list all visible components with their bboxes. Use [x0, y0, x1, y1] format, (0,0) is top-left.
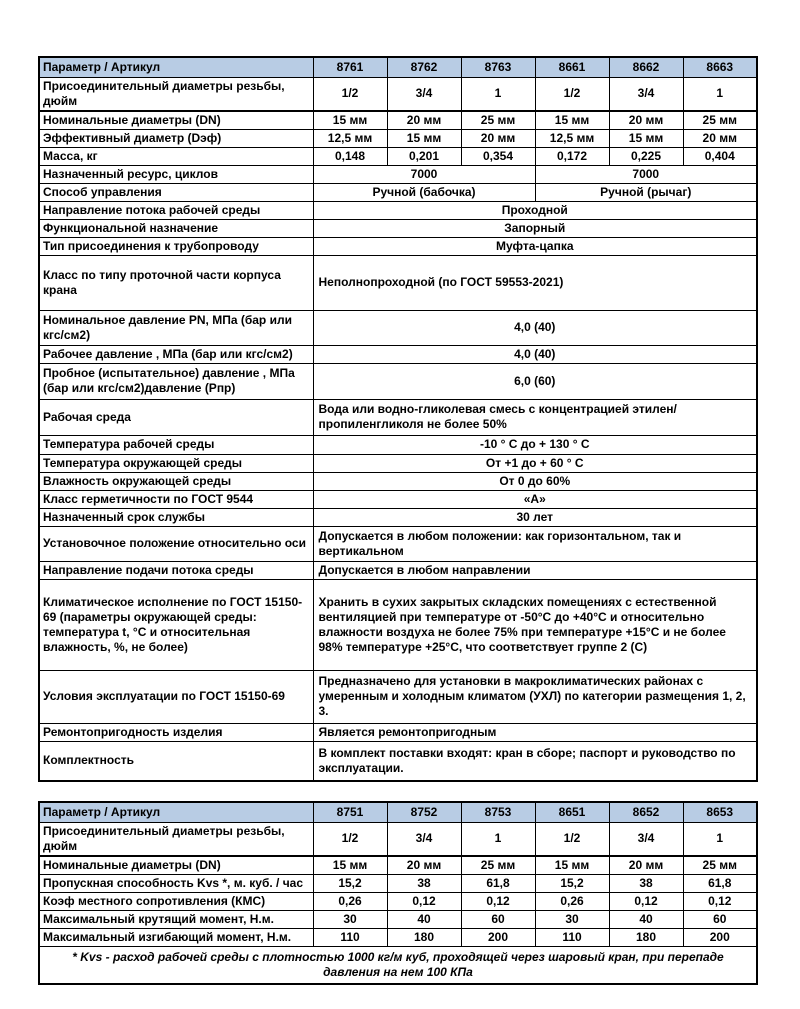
- table-row: [39, 219, 757, 237]
- param-label: Номинальные диаметры (DN): [39, 111, 313, 130]
- value-cell: 25 мм: [683, 856, 757, 875]
- value-cell: 0,172: [535, 147, 609, 165]
- value-cell: 3/4: [609, 77, 683, 111]
- param-label: Присоединительный диаметры резьбы, дюйм: [39, 822, 313, 856]
- param-label: Рабочая среда: [39, 399, 313, 435]
- table-header-label: Параметр / Артикул: [39, 802, 313, 822]
- param-label: Установочное положение относительно оси: [39, 526, 313, 561]
- value-cell: 3/4: [387, 77, 461, 111]
- value-cell: 15,2: [313, 874, 387, 892]
- value-cell: 0,12: [683, 892, 757, 910]
- param-label: Тип присоединения к трубопроводу: [39, 237, 313, 255]
- table-row: [39, 508, 757, 526]
- value-cell: 61,8: [461, 874, 535, 892]
- table-row: [39, 183, 757, 201]
- param-label: Направление потока рабочей среды: [39, 201, 313, 219]
- article-number: 8761: [313, 57, 387, 77]
- value-cell: 25 мм: [683, 111, 757, 130]
- article-number: 8663: [683, 57, 757, 77]
- article-number: 8751: [313, 802, 387, 822]
- param-label: Максимальный крутящий момент, Н.м.: [39, 910, 313, 928]
- table-row: [39, 255, 757, 310]
- value-cell: 30: [535, 910, 609, 928]
- value-cell: 1: [461, 77, 535, 111]
- table-row: [39, 147, 757, 165]
- table-row: [39, 129, 757, 147]
- table-row: [39, 561, 757, 579]
- value-cell: Допускается в любом направлении: [313, 561, 757, 579]
- table-row: [39, 165, 757, 183]
- table-row: [39, 111, 757, 130]
- value-cell: 7000: [535, 165, 757, 183]
- param-label: Класс герметичности по ГОСТ 9544: [39, 490, 313, 508]
- table-row: [39, 579, 757, 670]
- value-cell: -10 ° С до + 130 ° С: [313, 435, 757, 454]
- value-cell: 4,0 (40): [313, 345, 757, 363]
- param-label: Функциональной назначение: [39, 219, 313, 237]
- table-row: [39, 77, 757, 111]
- table-row: [39, 946, 757, 984]
- value-cell: 20 мм: [609, 856, 683, 875]
- value-cell: 20 мм: [609, 111, 683, 130]
- value-cell: 0,225: [609, 147, 683, 165]
- value-cell: Является ремонтопригодным: [313, 723, 757, 741]
- value-cell: 12,5 мм: [313, 129, 387, 147]
- value-cell: 40: [387, 910, 461, 928]
- table-row: [39, 822, 757, 856]
- value-cell: Ручной (бабочка): [313, 183, 535, 201]
- value-cell: 60: [683, 910, 757, 928]
- value-cell: 20 мм: [683, 129, 757, 147]
- value-cell: 15 мм: [387, 129, 461, 147]
- table-row: [39, 928, 757, 946]
- table-row: [39, 741, 757, 781]
- param-label: Присоединительный диаметры резьбы, дюйм: [39, 77, 313, 111]
- value-cell: В комплект поставки входят: кран в сборе; паспорт и руководство по эксплуатации.: [313, 741, 757, 781]
- table-row: [39, 802, 757, 822]
- value-cell: 0,148: [313, 147, 387, 165]
- table-row: [39, 670, 757, 723]
- table-row: [39, 490, 757, 508]
- value-cell: 25 мм: [461, 111, 535, 130]
- value-cell: 1/2: [535, 77, 609, 111]
- value-cell: 180: [609, 928, 683, 946]
- table-row: [39, 723, 757, 741]
- value-cell: 200: [683, 928, 757, 946]
- param-label: Назначенный срок службы: [39, 508, 313, 526]
- value-cell: От +1 до + 60 ° С: [313, 454, 757, 472]
- table-row: [39, 345, 757, 363]
- value-cell: 200: [461, 928, 535, 946]
- value-cell: 1: [683, 77, 757, 111]
- value-cell: Допускается в любом положении: как горизонтальном, так и вертикальном: [313, 526, 757, 561]
- param-label: Пробное (испытательное) давление , МПа (бар или кгс/см2)давление (Pпр): [39, 363, 313, 399]
- value-cell: Проходной: [313, 201, 757, 219]
- value-cell: 15 мм: [535, 856, 609, 875]
- value-cell: Муфта-цапка: [313, 237, 757, 255]
- param-label: Направление подачи потока среды: [39, 561, 313, 579]
- value-cell: 15,2: [535, 874, 609, 892]
- param-label: Климатическое исполнение по ГОСТ 15150-69 (параметры окружающей среды: температура t, °С и относительная влажность, %, не более): [39, 579, 313, 670]
- param-label: Условия эксплуатации по ГОСТ 15150-69: [39, 670, 313, 723]
- value-cell: 15 мм: [535, 111, 609, 130]
- value-cell: 38: [387, 874, 461, 892]
- table-row: [39, 237, 757, 255]
- article-number: 8652: [609, 802, 683, 822]
- table-row: [39, 454, 757, 472]
- value-cell: 110: [313, 928, 387, 946]
- article-number: 8651: [535, 802, 609, 822]
- value-cell: 0,12: [387, 892, 461, 910]
- param-label: Масса, кг: [39, 147, 313, 165]
- value-cell: 0,26: [313, 892, 387, 910]
- spec-table-main: [38, 56, 758, 782]
- article-number: 8662: [609, 57, 683, 77]
- value-cell: 1/2: [313, 77, 387, 111]
- value-cell: 1: [461, 822, 535, 856]
- value-cell: 6,0 (60): [313, 363, 757, 399]
- value-cell: 60: [461, 910, 535, 928]
- value-cell: 12,5 мм: [535, 129, 609, 147]
- value-cell: 15 мм: [313, 111, 387, 130]
- param-label: Способ управления: [39, 183, 313, 201]
- table-row: [39, 526, 757, 561]
- article-number: 8752: [387, 802, 461, 822]
- value-cell: 15 мм: [609, 129, 683, 147]
- value-cell: 4,0 (40): [313, 310, 757, 345]
- param-label: Влажность окружающей среды: [39, 472, 313, 490]
- table-row: [39, 363, 757, 399]
- value-cell: Ручной (рычаг): [535, 183, 757, 201]
- value-cell: 20 мм: [387, 111, 461, 130]
- table-row: [39, 856, 757, 875]
- table-row: [39, 435, 757, 454]
- param-label: Класс по типу проточной части корпуса крана: [39, 255, 313, 310]
- value-cell: 0,201: [387, 147, 461, 165]
- table-row: [39, 910, 757, 928]
- value-cell: 0,404: [683, 147, 757, 165]
- value-cell: 7000: [313, 165, 535, 183]
- value-cell: 25 мм: [461, 856, 535, 875]
- value-cell: 1/2: [313, 822, 387, 856]
- param-label: Комплектность: [39, 741, 313, 781]
- table-row: [39, 472, 757, 490]
- param-label: Ремонтопригодность изделия: [39, 723, 313, 741]
- value-cell: Хранить в сухих закрытых складских помещениях с естественной вентиляцией при температуре от -50°С до +40°С и относительно влажности воздуха не более 75% при температуре +15°С и не более 98% температуре +25°С, что соответствует группе 2 (С): [313, 579, 757, 670]
- value-cell: 40: [609, 910, 683, 928]
- param-label: Эффективный диаметр (Dэф): [39, 129, 313, 147]
- param-label: Температура рабочей среды: [39, 435, 313, 454]
- table-footnote: * Kvs - расход рабочей среды с плотностью 1000 кг/м куб, проходящей через шаровый кран, при перепаде давления на нем 100 КПа: [39, 946, 757, 984]
- table-row: [39, 874, 757, 892]
- article-number: 8763: [461, 57, 535, 77]
- article-number: 8762: [387, 57, 461, 77]
- value-cell: 0,12: [609, 892, 683, 910]
- spec-table-hydraulic: [38, 801, 758, 985]
- value-cell: 110: [535, 928, 609, 946]
- param-label: Номинальное давление PN, МПа (бар или кгс/см2): [39, 310, 313, 345]
- param-label: Рабочее давление , МПа (бар или кгс/см2): [39, 345, 313, 363]
- table-row: [39, 892, 757, 910]
- value-cell: «А»: [313, 490, 757, 508]
- table-header-label: Параметр / Артикул: [39, 57, 313, 77]
- param-label: Температура окружающей среды: [39, 454, 313, 472]
- value-cell: От 0 до 60%: [313, 472, 757, 490]
- article-number: 8661: [535, 57, 609, 77]
- table-row: [39, 57, 757, 77]
- value-cell: 0,26: [535, 892, 609, 910]
- value-cell: Предназначено для установки в макроклиматических районах с умеренным и холодным климатом (УХЛ) по категории размещения 1, 2, 3.: [313, 670, 757, 723]
- param-label: Пропускная способность Kvs *, м. куб. / час: [39, 874, 313, 892]
- value-cell: Вода или водно-гликолевая смесь с концентрацией этилен/пропиленгликоля не более 50%: [313, 399, 757, 435]
- value-cell: 0,12: [461, 892, 535, 910]
- param-label: Максимальный изгибающий момент, Н.м.: [39, 928, 313, 946]
- value-cell: 30 лет: [313, 508, 757, 526]
- value-cell: Запорный: [313, 219, 757, 237]
- value-cell: Неполнопроходной (по ГОСТ 59553-2021): [313, 255, 757, 310]
- value-cell: 1/2: [535, 822, 609, 856]
- value-cell: 61,8: [683, 874, 757, 892]
- value-cell: 0,354: [461, 147, 535, 165]
- table-row: [39, 399, 757, 435]
- value-cell: 180: [387, 928, 461, 946]
- value-cell: 20 мм: [461, 129, 535, 147]
- param-label: Коэф местного сопротивления (КМС): [39, 892, 313, 910]
- value-cell: 1: [683, 822, 757, 856]
- value-cell: 3/4: [609, 822, 683, 856]
- article-number: 8753: [461, 802, 535, 822]
- param-label: Номинальные диаметры (DN): [39, 856, 313, 875]
- value-cell: 38: [609, 874, 683, 892]
- article-number: 8653: [683, 802, 757, 822]
- value-cell: 15 мм: [313, 856, 387, 875]
- spec-table-main-body: [39, 57, 757, 781]
- spec-table-hydraulic-body: [39, 802, 757, 984]
- value-cell: 30: [313, 910, 387, 928]
- table-row: [39, 201, 757, 219]
- param-label: Назначенный ресурс, циклов: [39, 165, 313, 183]
- value-cell: 20 мм: [387, 856, 461, 875]
- value-cell: 3/4: [387, 822, 461, 856]
- table-row: [39, 310, 757, 345]
